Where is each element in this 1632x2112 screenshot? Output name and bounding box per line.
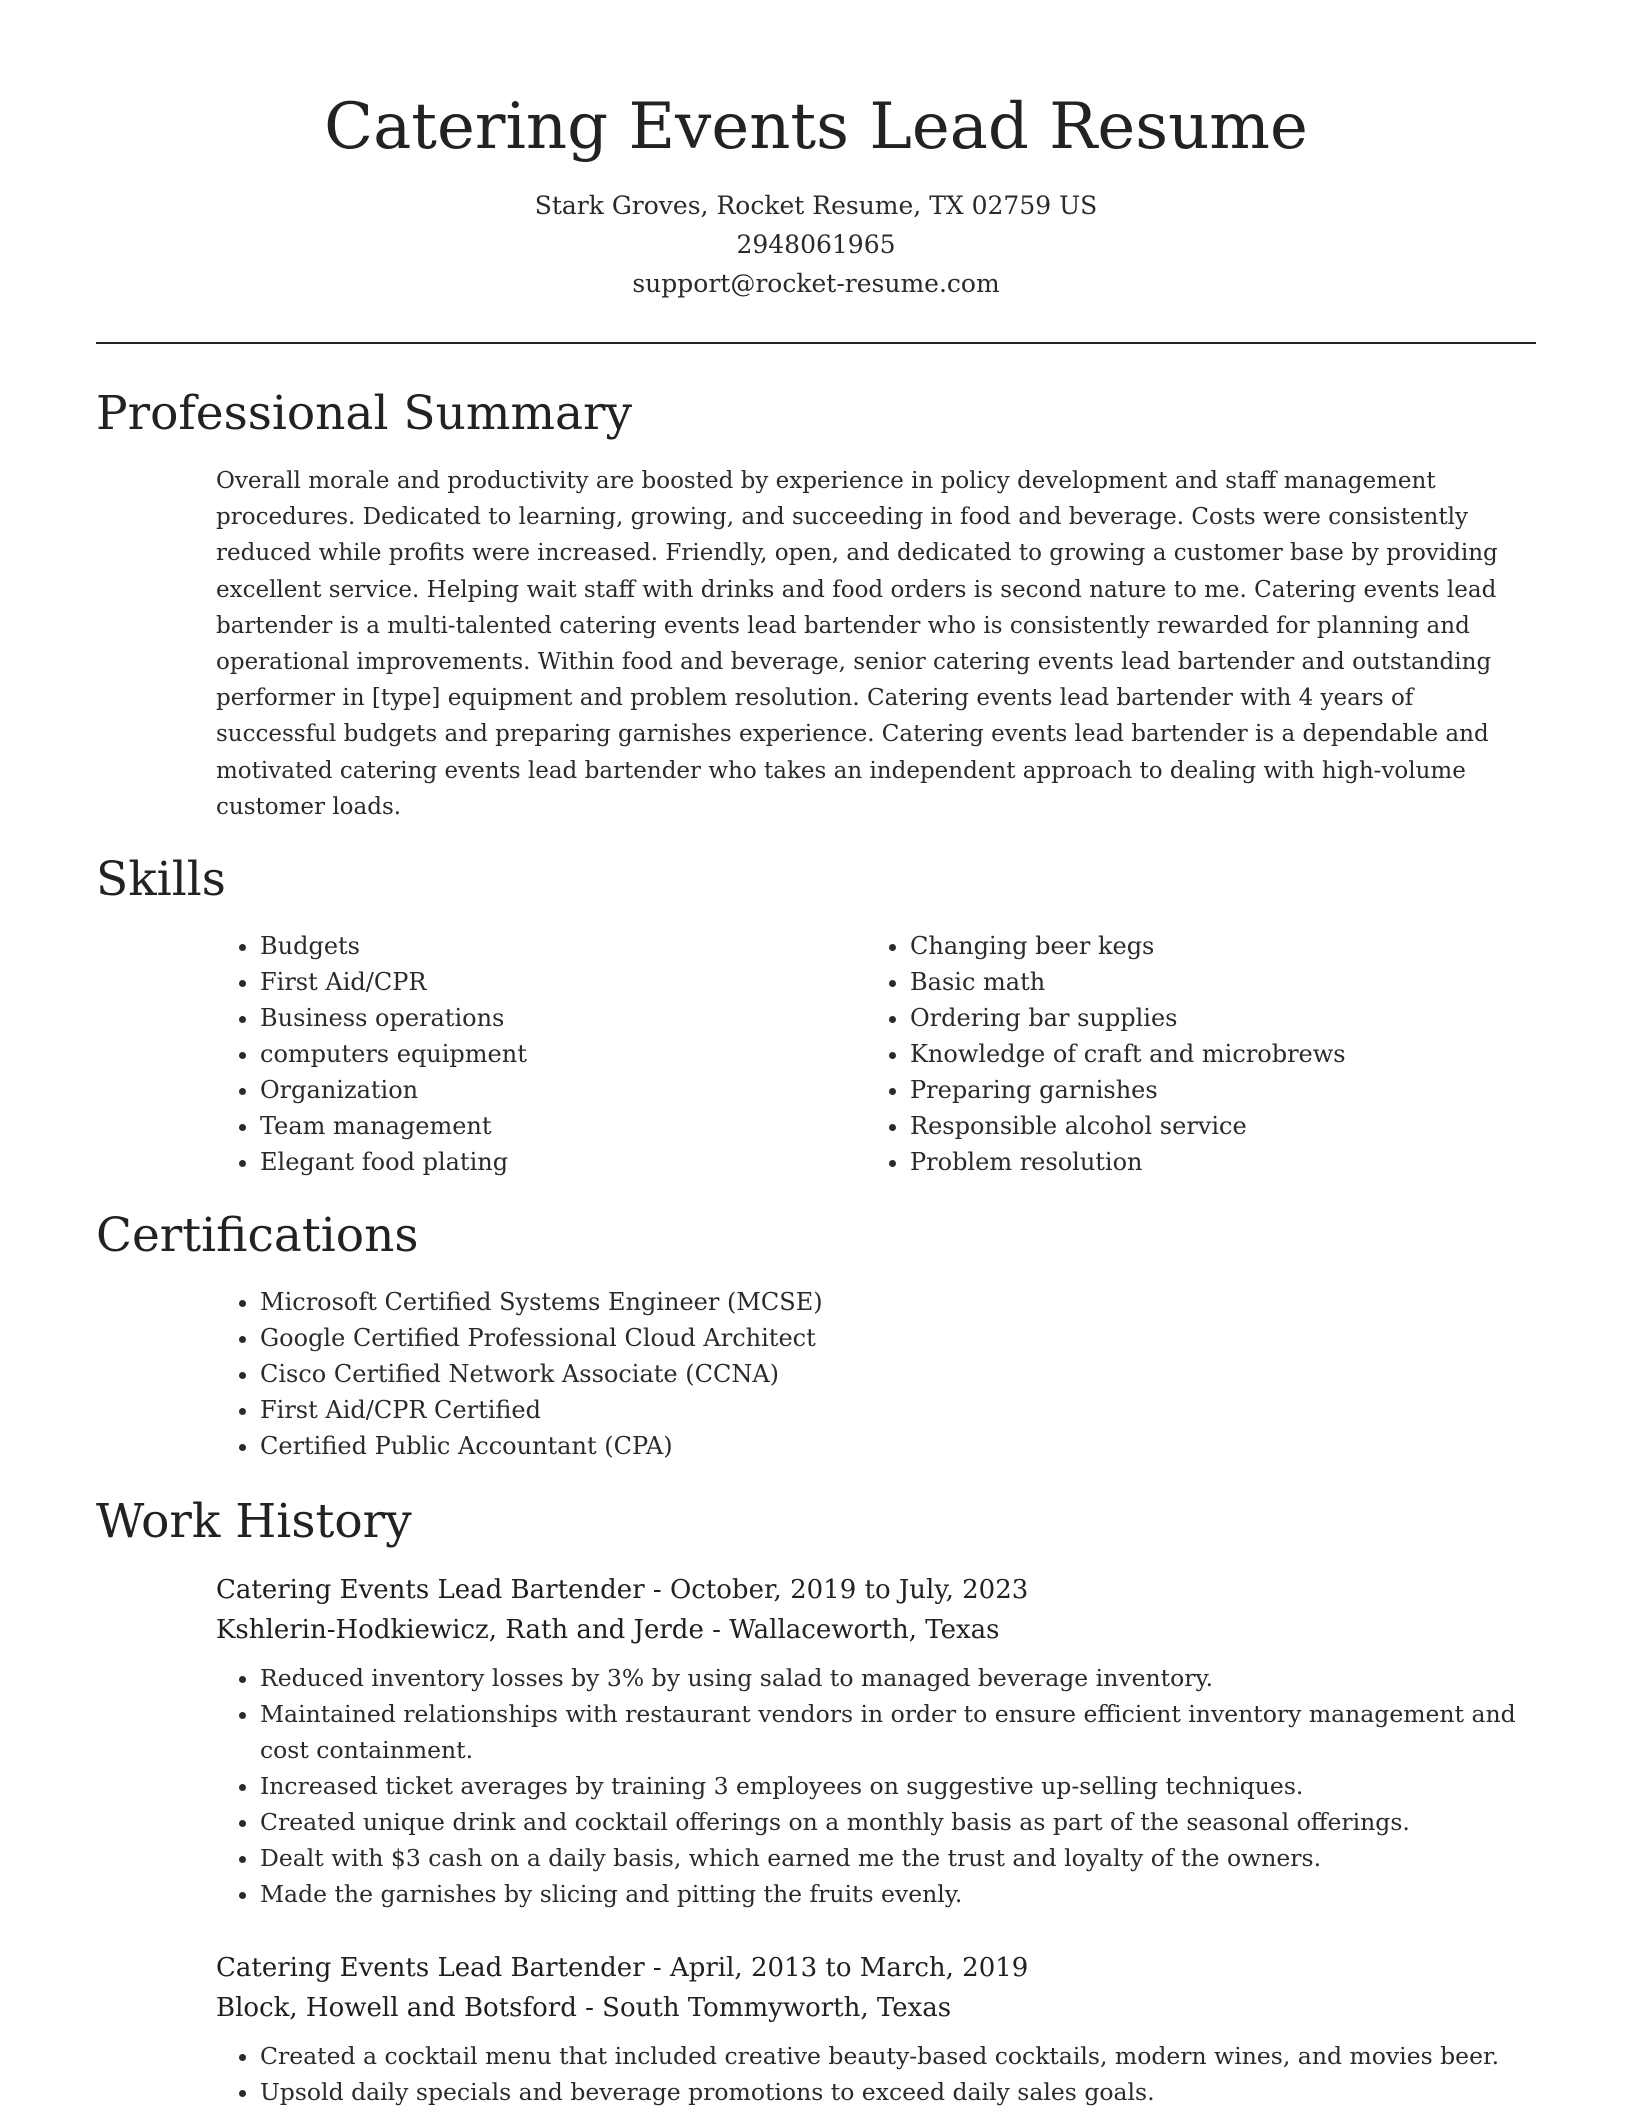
resume-header	[0, 82, 1632, 303]
resume-title: Catering Events Lead Resume	[324, 90, 1308, 164]
list-item: • Cisco Certified Network Associate (CCNA)	[260, 1356, 1516, 1392]
contact-email[interactable]: support@rocket-resume.com	[632, 269, 1000, 298]
job-company-line: Kshlerin-Hodkiewicz, Rath and Jerde - Wallaceworth, Texas	[216, 1615, 1000, 1645]
job-entry	[216, 1948, 1536, 2110]
job-company-line: Block, Howell and Botsford - South Tommyworth, Texas	[216, 1993, 952, 2023]
job-title: Catering Events Lead Bartender	[216, 1575, 645, 1605]
list-item: • Responsible alcohol service	[910, 1108, 1526, 1144]
job-location: South Tommyworth, Texas	[602, 1993, 952, 2023]
list-item: • Knowledge of craft and microbrews	[910, 1036, 1526, 1072]
job-bullets	[216, 1660, 1536, 1912]
job-location: Wallaceworth, Texas	[729, 1615, 1000, 1645]
job-dates: April, 2013 to March, 2019	[669, 1953, 1029, 1983]
job-bullets	[216, 2038, 1536, 2110]
skills-list-right	[866, 928, 1526, 1180]
list-item: • Created a cocktail menu that included creative beauty-based cocktails, modern wines, and movies beer.	[260, 2038, 1536, 2074]
certifications-list	[216, 1284, 1516, 1464]
job-title-line: Catering Events Lead Bartender - October, 2019 to July, 2023	[216, 1575, 1029, 1605]
list-item: • computers equipment	[260, 1036, 856, 1072]
list-item: • Increased ticket averages by training 3 employees on suggestive up-selling techniques.	[260, 1768, 1536, 1804]
job-company: Block, Howell and Botsford	[216, 1993, 577, 2023]
skills-heading: Skills	[96, 852, 226, 907]
job-entry	[216, 1570, 1536, 1912]
list-item: • Reduced inventory losses by 3% by using salad to managed beverage inventory.	[260, 1660, 1536, 1696]
list-item: • Made the garnishes by slicing and pitting the fruits evenly.	[260, 1876, 1536, 1912]
list-item: • Dealt with $3 cash on a daily basis, which earned me the trust and loyalty of the owners.	[260, 1840, 1536, 1876]
job-dates: October, 2019 to July, 2023	[669, 1575, 1029, 1605]
list-item: • First Aid/CPR	[260, 964, 856, 1000]
job-title-line: Catering Events Lead Bartender - April, 2013 to March, 2019	[216, 1953, 1029, 1983]
list-item: • Elegant food plating	[260, 1144, 856, 1180]
list-item: • Business operations	[260, 1000, 856, 1036]
skills-list-left	[216, 928, 856, 1180]
list-item: • Created unique drink and cocktail offerings on a monthly basis as part of the seasonal offerings.	[260, 1804, 1536, 1840]
summary-heading: Professional Summary	[96, 386, 633, 441]
skills-column-left	[216, 928, 856, 1180]
list-item: • Google Certified Professional Cloud Architect	[260, 1320, 1516, 1356]
list-item: • Budgets	[260, 928, 856, 964]
work-history-heading: Work History	[96, 1494, 412, 1549]
list-item: • Problem resolution	[910, 1144, 1526, 1180]
list-item: • Ordering bar supplies	[910, 1000, 1526, 1036]
header-divider	[96, 342, 1536, 344]
list-item: • Upsold daily specials and beverage promotions to exceed daily sales goals.	[260, 2074, 1536, 2110]
certifications-heading: Certifications	[96, 1208, 419, 1263]
list-item: • Changing beer kegs	[910, 928, 1526, 964]
contact-address: Stark Groves, Rocket Resume, TX 02759 US	[534, 191, 1098, 220]
list-item: • Basic math	[910, 964, 1526, 1000]
list-item: • Maintained relationships with restaurant vendors in order to ensure efficient inventory management and cost containment.	[260, 1696, 1536, 1768]
skills-column-right	[866, 928, 1526, 1180]
list-item: • Preparing garnishes	[910, 1072, 1526, 1108]
job-company: Kshlerin-Hodkiewicz, Rath and Jerde	[216, 1615, 704, 1645]
contact-phone: 2948061965	[736, 230, 896, 259]
list-item: • Microsoft Certified Systems Engineer (MCSE)	[260, 1284, 1516, 1320]
list-item: • Certified Public Accountant (CPA)	[260, 1428, 1516, 1464]
list-item: • Team management	[260, 1108, 856, 1144]
summary-text: Overall morale and productivity are boosted by experience in policy development and staff management procedures. Dedicated to learning, growing, and succeeding in food and beverage. Costs were consistently reduced while profits were increased. Friendly, open, and dedicated to growing a customer base by providing excellent service. Helping wait staff with drinks and food orders is second nature to me. Catering events lead bartender is a multi-talented catering events lead bartender who is consistently rewarded for planning and operational improvements. Within food and beverage, senior catering events lead bartender and outstanding performer in [type] equipment and problem resolution. Catering events lead bartender with 4 years of successful budgets and preparing garnishes experience. Catering events lead bartender is a dependable and motivated catering events lead bartender who takes an independent approach to dealing with high-volume customer loads.	[216, 468, 1498, 820]
job-title: Catering Events Lead Bartender	[216, 1953, 645, 1983]
certifications-block	[216, 1284, 1516, 1464]
list-item: • First Aid/CPR Certified	[260, 1392, 1516, 1428]
list-item: • Organization	[260, 1072, 856, 1108]
